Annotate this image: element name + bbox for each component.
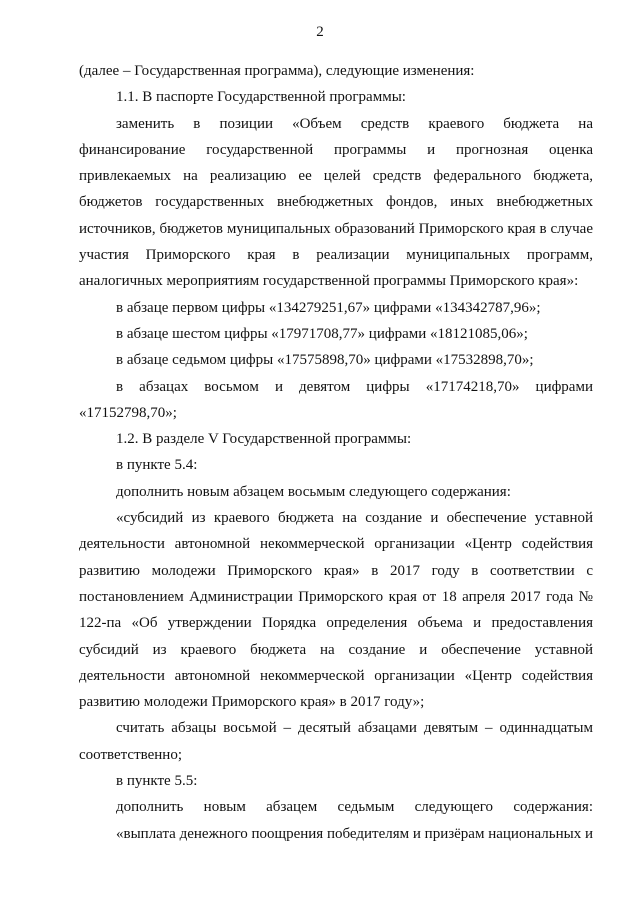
paragraph: считать абзацы восьмой – десятый абзацами девятым – одиннадцатым соответственно;: [79, 720, 593, 763]
paragraph: дополнить новым абзацем восьмым следующего содержания:: [116, 483, 511, 500]
page-number: 2: [316, 24, 324, 40]
paragraph: в абзаце седьмом цифры «17575898,70» цифрами «17532898,70»;: [116, 352, 534, 369]
document-body: [79, 58, 593, 847]
paragraph: «выплата денежного поощрения победителям и призёрам национальных и: [116, 825, 593, 842]
paragraph: «субсидий из краевого бюджета на создание и обеспечение уставной деятельности автономной некоммерческой организации «Центр содействия развитию молодежи Приморского края» в 2017 году в соответствии с постановлением Администрации Приморского края от 18 апреля 2017 года № 122-па «Об утверждении Порядка определения объема и предоставления субсидий из краевого бюджета на создание и обеспечение уставной деятельности автономной некоммерческой организации «Центр содействия развитию молодежи Приморского края» в 2017 году»;: [79, 510, 593, 711]
paragraph: дополнить новым абзацем седьмым следующего содержания:: [116, 799, 593, 816]
paragraph: в абзацах восьмом и девятом цифры «17174218,70» цифрами «17152798,70»;: [79, 378, 593, 421]
paragraph: 1.1. В паспорте Государственной программы:: [116, 89, 406, 106]
paragraph: в пункте 5.4:: [116, 457, 198, 474]
paragraph: в абзаце шестом цифры «17971708,77» цифрами «18121085,06»;: [116, 325, 528, 342]
paragraph: 1.2. В разделе V Государственной программы:: [116, 431, 412, 448]
paragraph: в абзаце первом цифры «134279251,67» цифрами «134342787,96»;: [116, 299, 541, 316]
paragraph: в пункте 5.5:: [116, 773, 198, 790]
paragraph: заменить в позиции «Объем средств краевого бюджета на финансирование государственной программы и прогнозная оценка привлекаемых на реализацию ее целей средств федерального бюджета, бюджетов государственных внебюджетных фондов, иных внебюджетных источников, бюджетов муниципальных образований Приморского края в случае участия Приморского края в реализации муниципальных программ, аналогичных мероприятиям государственной программы Приморского края»:: [79, 115, 593, 290]
paragraph: (далее – Государственная программа), следующие изменения:: [79, 63, 475, 79]
